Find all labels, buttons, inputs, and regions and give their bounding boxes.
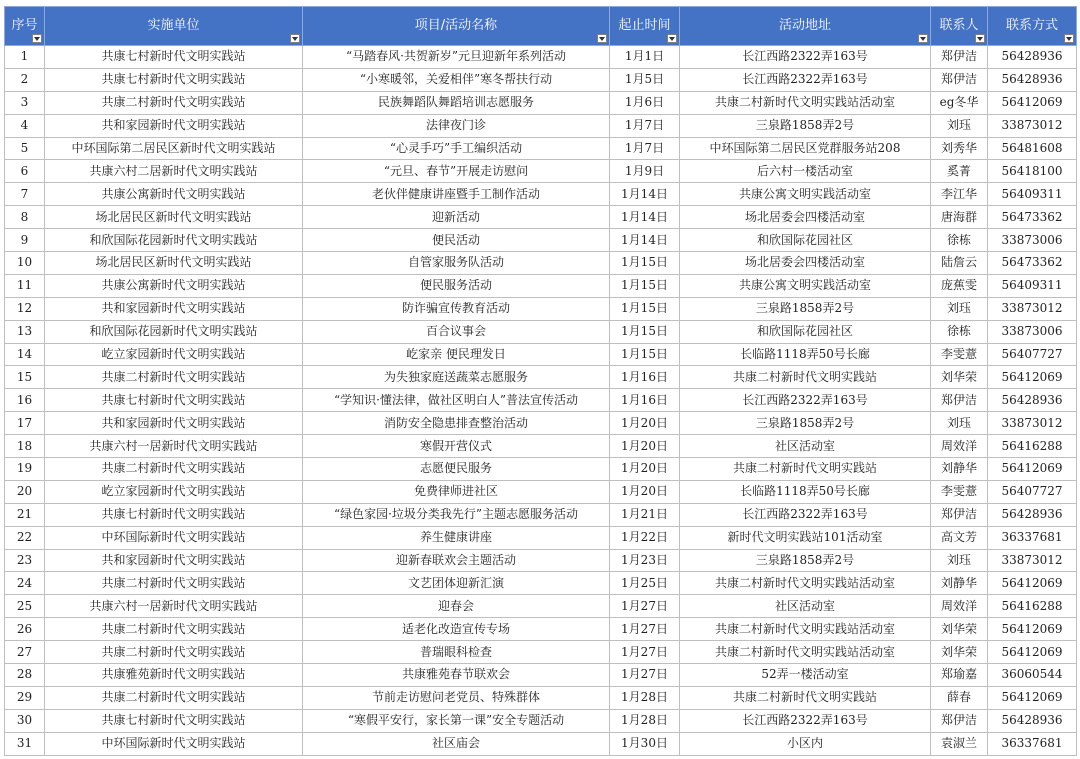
column-header-label: 联系人: [939, 18, 979, 33]
column-header-date: [610, 7, 680, 46]
filter-dropdown-icon[interactable]: [1064, 34, 1074, 43]
cell-index[interactable]: 5: [5, 137, 45, 160]
cell-contact[interactable]: 李雯薏: [931, 343, 988, 366]
cell-unit[interactable]: 共和家园新时代文明实践站: [45, 114, 303, 137]
cell-address[interactable]: 和欣国际花园社区: [680, 320, 931, 343]
cell-index[interactable]: 9: [5, 229, 45, 252]
cell-activity[interactable]: 迎春会: [303, 595, 610, 618]
table-row: [5, 549, 1077, 572]
cell-date[interactable]: 1月9日: [610, 160, 680, 183]
cell-index[interactable]: 1: [5, 46, 45, 69]
cell-date[interactable]: 1月15日: [610, 343, 680, 366]
cell-activity[interactable]: 迎新活动: [303, 206, 610, 229]
cell-activity[interactable]: 便民活动: [303, 229, 610, 252]
cell-date[interactable]: 1月15日: [610, 297, 680, 320]
cell-contact[interactable]: 陆詹云: [931, 252, 988, 275]
cell-address[interactable]: 场北居委会四楼活动室: [680, 206, 931, 229]
cell-unit[interactable]: 场北居民区新时代文明实践站: [45, 252, 303, 275]
cell-index[interactable]: 6: [5, 160, 45, 183]
cell-unit[interactable]: 中环国际新时代文明实践站: [45, 732, 303, 755]
cell-activity[interactable]: “心灵手巧”手工编织活动: [303, 137, 610, 160]
cell-date[interactable]: 1月27日: [610, 595, 680, 618]
cell-phone[interactable]: 56409311: [988, 183, 1077, 206]
cell-contact[interactable]: 郑伊洁: [931, 389, 988, 412]
cell-phone[interactable]: 56412069: [988, 686, 1077, 709]
cell-contact[interactable]: 庞蕉雯: [931, 274, 988, 297]
column-header-label: 活动地址: [778, 18, 831, 33]
cell-address[interactable]: 共康二村新时代文明实践站: [680, 686, 931, 709]
cell-phone[interactable]: 56412069: [988, 641, 1077, 664]
cell-phone[interactable]: 56428936: [988, 503, 1077, 526]
cell-contact[interactable]: 唐海群: [931, 206, 988, 229]
cell-phone[interactable]: 56412069: [988, 91, 1077, 114]
cell-activity[interactable]: “学知识·懂法律，做社区明白人”普法宣传活动: [303, 389, 610, 412]
cell-activity[interactable]: 寒假开营仪式: [303, 435, 610, 458]
activity-table: [4, 6, 1077, 756]
cell-phone[interactable]: 56412069: [988, 572, 1077, 595]
cell-activity[interactable]: 屹家亲 便民理发日: [303, 343, 610, 366]
cell-contact[interactable]: 刘珏: [931, 114, 988, 137]
cell-address[interactable]: 和欣国际花园社区: [680, 229, 931, 252]
cell-unit[interactable]: 共康二村新时代文明实践站: [45, 458, 303, 481]
cell-phone[interactable]: 56481608: [988, 137, 1077, 160]
cell-unit[interactable]: 共康六村一居新时代文明实践站: [45, 435, 303, 458]
cell-address[interactable]: 长临路1118弄50号长廊: [680, 480, 931, 503]
cell-index[interactable]: 20: [5, 480, 45, 503]
cell-activity[interactable]: 社区庙会: [303, 732, 610, 755]
cell-address[interactable]: 长江西路2322弄163号: [680, 503, 931, 526]
cell-phone[interactable]: 56409311: [988, 274, 1077, 297]
cell-contact[interactable]: 徐栋: [931, 229, 988, 252]
cell-index[interactable]: 25: [5, 595, 45, 618]
cell-index[interactable]: 24: [5, 572, 45, 595]
table-row: [5, 46, 1077, 69]
cell-activity[interactable]: 防诈骗宣传教育活动: [303, 297, 610, 320]
cell-index[interactable]: 31: [5, 732, 45, 755]
cell-date[interactable]: 1月20日: [610, 480, 680, 503]
cell-phone[interactable]: 33873006: [988, 320, 1077, 343]
table-row: [5, 641, 1077, 664]
cell-phone[interactable]: 56428936: [988, 709, 1077, 732]
cell-address[interactable]: 共康公寓文明实践活动室: [680, 183, 931, 206]
cell-index[interactable]: 28: [5, 664, 45, 687]
cell-phone[interactable]: 33873012: [988, 114, 1077, 137]
table-row: [5, 686, 1077, 709]
cell-address[interactable]: 社区活动室: [680, 435, 931, 458]
cell-date[interactable]: 1月28日: [610, 709, 680, 732]
cell-activity[interactable]: “绿色家园·垃圾分类我先行”主题志愿服务活动: [303, 503, 610, 526]
cell-activity[interactable]: “小寒暖邻，关爱相伴”寒冬帮扶行动: [303, 68, 610, 91]
table-row: [5, 595, 1077, 618]
cell-unit[interactable]: 共康二村新时代文明实践站: [45, 641, 303, 664]
cell-unit[interactable]: 共和家园新时代文明实践站: [45, 549, 303, 572]
cell-contact[interactable]: 郑伊洁: [931, 503, 988, 526]
filter-dropdown-icon[interactable]: [918, 34, 928, 43]
cell-activity[interactable]: 百合议事会: [303, 320, 610, 343]
cell-contact[interactable]: 薛春: [931, 686, 988, 709]
cell-index[interactable]: 27: [5, 641, 45, 664]
cell-phone[interactable]: 56407727: [988, 343, 1077, 366]
table-row: [5, 206, 1077, 229]
cell-phone[interactable]: 56473362: [988, 252, 1077, 275]
table-row: [5, 366, 1077, 389]
cell-address[interactable]: 三泉路1858弄2号: [680, 412, 931, 435]
cell-index[interactable]: 22: [5, 526, 45, 549]
cell-date[interactable]: 1月1日: [610, 46, 680, 69]
cell-activity[interactable]: “寒假平安行，家长第一课”安全专题活动: [303, 709, 610, 732]
cell-contact[interactable]: 刘静华: [931, 572, 988, 595]
cell-unit[interactable]: 共康二村新时代文明实践站: [45, 686, 303, 709]
cell-phone[interactable]: 56416288: [988, 595, 1077, 618]
cell-index[interactable]: 7: [5, 183, 45, 206]
table-row: [5, 160, 1077, 183]
cell-contact[interactable]: 刘华荣: [931, 641, 988, 664]
table-row: [5, 229, 1077, 252]
cell-address[interactable]: 共康二村新时代文明实践站活动室: [680, 91, 931, 114]
cell-contact[interactable]: 郑伊洁: [931, 68, 988, 91]
cell-index[interactable]: 19: [5, 458, 45, 481]
cell-activity[interactable]: 志愿便民服务: [303, 458, 610, 481]
cell-unit[interactable]: 共康七村新时代文明实践站: [45, 389, 303, 412]
column-header-index: [5, 7, 45, 46]
column-header-phone: [988, 7, 1077, 46]
cell-activity[interactable]: 适老化改造宣传专场: [303, 618, 610, 641]
cell-date[interactable]: 1月20日: [610, 435, 680, 458]
cell-date[interactable]: 1月22日: [610, 526, 680, 549]
table-row: [5, 252, 1077, 275]
cell-phone[interactable]: 56412069: [988, 366, 1077, 389]
cell-date[interactable]: 1月25日: [610, 572, 680, 595]
column-header-label: 联系方式: [1005, 18, 1058, 33]
cell-activity[interactable]: “马踏春风·共贺新岁”元旦迎新年系列活动: [303, 46, 610, 69]
cell-unit[interactable]: 屹立家园新时代文明实践站: [45, 480, 303, 503]
filter-dropdown-icon[interactable]: [32, 34, 42, 43]
cell-contact[interactable]: 郑伊洁: [931, 46, 988, 69]
cell-phone[interactable]: 56416288: [988, 435, 1077, 458]
cell-activity[interactable]: 法律夜门诊: [303, 114, 610, 137]
table-row: [5, 709, 1077, 732]
table-row: [5, 503, 1077, 526]
cell-activity[interactable]: 民族舞蹈队舞蹈培训志愿服务: [303, 91, 610, 114]
cell-unit[interactable]: 共康七村新时代文明实践站: [45, 46, 303, 69]
table-row: [5, 435, 1077, 458]
cell-unit[interactable]: 共和家园新时代文明实践站: [45, 412, 303, 435]
cell-unit[interactable]: 共康二村新时代文明实践站: [45, 91, 303, 114]
cell-address[interactable]: 中环国际第二居民区党群服务站208: [680, 137, 931, 160]
cell-date[interactable]: 1月16日: [610, 389, 680, 412]
cell-unit[interactable]: 和欣国际花园新时代文明实践站: [45, 229, 303, 252]
cell-index[interactable]: 11: [5, 274, 45, 297]
table-row: [5, 618, 1077, 641]
cell-address[interactable]: 长江西路2322弄163号: [680, 46, 931, 69]
cell-phone[interactable]: 36060544: [988, 664, 1077, 687]
cell-date[interactable]: 1月16日: [610, 366, 680, 389]
cell-index[interactable]: 15: [5, 366, 45, 389]
filter-dropdown-icon[interactable]: [667, 34, 677, 43]
cell-date[interactable]: 1月7日: [610, 114, 680, 137]
cell-contact[interactable]: 刘珏: [931, 549, 988, 572]
cell-date[interactable]: 1月6日: [610, 91, 680, 114]
cell-index[interactable]: 16: [5, 389, 45, 412]
cell-phone[interactable]: 56473362: [988, 206, 1077, 229]
cell-activity[interactable]: 文艺团体迎新汇演: [303, 572, 610, 595]
cell-contact[interactable]: 刘华荣: [931, 618, 988, 641]
cell-address[interactable]: 共康二村新时代文明实践站: [680, 458, 931, 481]
cell-contact[interactable]: 高文芳: [931, 526, 988, 549]
cell-index[interactable]: 3: [5, 91, 45, 114]
cell-address[interactable]: 共康公寓文明实践活动室: [680, 274, 931, 297]
table-row: [5, 389, 1077, 412]
cell-address[interactable]: 社区活动室: [680, 595, 931, 618]
cell-contact[interactable]: 周效洋: [931, 595, 988, 618]
cell-contact[interactable]: 李江华: [931, 183, 988, 206]
table-row: [5, 664, 1077, 687]
cell-contact[interactable]: 郑瑜嘉: [931, 664, 988, 687]
filter-dropdown-icon[interactable]: [975, 34, 985, 43]
cell-unit[interactable]: 中环国际第二居民区新时代文明实践站: [45, 137, 303, 160]
cell-unit[interactable]: 共康六村一居新时代文明实践站: [45, 595, 303, 618]
cell-phone[interactable]: 56428936: [988, 46, 1077, 69]
cell-phone[interactable]: 33873012: [988, 549, 1077, 572]
cell-unit[interactable]: 共康七村新时代文明实践站: [45, 709, 303, 732]
spreadsheet: [4, 6, 1076, 756]
cell-address[interactable]: 长江西路2322弄163号: [680, 709, 931, 732]
cell-unit[interactable]: 共康雅苑新时代文明实践站: [45, 664, 303, 687]
cell-index[interactable]: 30: [5, 709, 45, 732]
cell-phone[interactable]: 56407727: [988, 480, 1077, 503]
cell-contact[interactable]: 刘珏: [931, 412, 988, 435]
cell-unit[interactable]: 共康公寓新时代文明实践站: [45, 274, 303, 297]
cell-date[interactable]: 1月5日: [610, 68, 680, 91]
cell-address[interactable]: 三泉路1858弄2号: [680, 549, 931, 572]
cell-address[interactable]: 共康二村新时代文明实践站活动室: [680, 572, 931, 595]
cell-address[interactable]: 共康二村新时代文明实践站: [680, 366, 931, 389]
cell-address[interactable]: 52弄一楼活动室: [680, 664, 931, 687]
cell-contact[interactable]: 奚菁: [931, 160, 988, 183]
cell-unit[interactable]: 共康七村新时代文明实践站: [45, 503, 303, 526]
cell-unit[interactable]: 共康七村新时代文明实践站: [45, 68, 303, 91]
cell-phone[interactable]: 56428936: [988, 389, 1077, 412]
cell-unit[interactable]: 和欣国际花园新时代文明实践站: [45, 320, 303, 343]
cell-contact[interactable]: eg冬华: [931, 91, 988, 114]
cell-activity[interactable]: 便民服务活动: [303, 274, 610, 297]
cell-unit[interactable]: 屹立家园新时代文明实践站: [45, 343, 303, 366]
cell-index[interactable]: 8: [5, 206, 45, 229]
cell-index[interactable]: 12: [5, 297, 45, 320]
cell-activity[interactable]: 普瑞眼科检查: [303, 641, 610, 664]
cell-address[interactable]: 小区内: [680, 732, 931, 755]
table-row: [5, 526, 1077, 549]
cell-activity[interactable]: 节前走访慰问老党员、特殊群体: [303, 686, 610, 709]
cell-date[interactable]: 1月14日: [610, 229, 680, 252]
cell-address[interactable]: 长江西路2322弄163号: [680, 389, 931, 412]
column-header-contact: [931, 7, 988, 46]
cell-date[interactable]: 1月15日: [610, 252, 680, 275]
table-row: [5, 343, 1077, 366]
cell-activity[interactable]: 老伙伴健康讲座暨手工制作活动: [303, 183, 610, 206]
cell-date[interactable]: 1月27日: [610, 618, 680, 641]
cell-date[interactable]: 1月27日: [610, 664, 680, 687]
cell-address[interactable]: 场北居委会四楼活动室: [680, 252, 931, 275]
column-header-unit: [45, 7, 303, 46]
cell-index[interactable]: 18: [5, 435, 45, 458]
table-row: [5, 480, 1077, 503]
cell-contact[interactable]: 周效洋: [931, 435, 988, 458]
cell-date[interactable]: 1月27日: [610, 641, 680, 664]
cell-index[interactable]: 17: [5, 412, 45, 435]
cell-phone[interactable]: 36337681: [988, 732, 1077, 755]
cell-contact[interactable]: 刘静华: [931, 458, 988, 481]
cell-unit[interactable]: 共康二村新时代文明实践站: [45, 366, 303, 389]
table-row: [5, 114, 1077, 137]
cell-phone[interactable]: 56418100: [988, 160, 1077, 183]
table-row: [5, 572, 1077, 595]
cell-date[interactable]: 1月23日: [610, 549, 680, 572]
table-row: [5, 732, 1077, 755]
cell-activity[interactable]: 免费律师进社区: [303, 480, 610, 503]
table-row: [5, 320, 1077, 343]
table-row: [5, 458, 1077, 481]
cell-contact[interactable]: 郑伊洁: [931, 709, 988, 732]
column-header-label: 序号: [11, 18, 38, 33]
cell-date[interactable]: 1月21日: [610, 503, 680, 526]
cell-date[interactable]: 1月14日: [610, 206, 680, 229]
cell-unit[interactable]: 共康二村新时代文明实践站: [45, 618, 303, 641]
table-row: [5, 297, 1077, 320]
cell-phone[interactable]: 33873012: [988, 297, 1077, 320]
cell-phone[interactable]: 56412069: [988, 618, 1077, 641]
filter-dropdown-icon[interactable]: [597, 34, 607, 43]
cell-activity[interactable]: “元旦、春节”开展走访慰问: [303, 160, 610, 183]
cell-contact[interactable]: 徐栋: [931, 320, 988, 343]
cell-index[interactable]: 10: [5, 252, 45, 275]
cell-unit[interactable]: 中环国际新时代文明实践站: [45, 526, 303, 549]
cell-index[interactable]: 4: [5, 114, 45, 137]
table-row: [5, 91, 1077, 114]
cell-index[interactable]: 14: [5, 343, 45, 366]
cell-contact[interactable]: 刘秀华: [931, 137, 988, 160]
cell-address[interactable]: 三泉路1858弄2号: [680, 297, 931, 320]
cell-contact[interactable]: 袁淑兰: [931, 732, 988, 755]
cell-address[interactable]: 后六村一楼活动室: [680, 160, 931, 183]
cell-phone[interactable]: 56412069: [988, 458, 1077, 481]
cell-index[interactable]: 26: [5, 618, 45, 641]
cell-date[interactable]: 1月30日: [610, 732, 680, 755]
cell-activity[interactable]: 养生健康讲座: [303, 526, 610, 549]
cell-address[interactable]: 长江西路2322弄163号: [680, 68, 931, 91]
table-row: [5, 183, 1077, 206]
cell-address[interactable]: 共康二村新时代文明实践站活动室: [680, 618, 931, 641]
cell-date[interactable]: 1月20日: [610, 412, 680, 435]
cell-address[interactable]: 三泉路1858弄2号: [680, 114, 931, 137]
column-header-address: [680, 7, 931, 46]
cell-date[interactable]: 1月15日: [610, 274, 680, 297]
cell-activity[interactable]: 消防安全隐患排查整治活动: [303, 412, 610, 435]
cell-address[interactable]: 共康二村新时代文明实践站活动室: [680, 641, 931, 664]
cell-unit[interactable]: 共康二村新时代文明实践站: [45, 572, 303, 595]
table-row: [5, 274, 1077, 297]
table-row: [5, 68, 1077, 91]
cell-phone[interactable]: 33873012: [988, 412, 1077, 435]
cell-unit[interactable]: 共康公寓新时代文明实践站: [45, 183, 303, 206]
cell-index[interactable]: 2: [5, 68, 45, 91]
cell-date[interactable]: 1月15日: [610, 320, 680, 343]
cell-activity[interactable]: 为失独家庭送蔬菜志愿服务: [303, 366, 610, 389]
cell-index[interactable]: 23: [5, 549, 45, 572]
cell-index[interactable]: 29: [5, 686, 45, 709]
cell-date[interactable]: 1月14日: [610, 183, 680, 206]
cell-activity[interactable]: 共康雅苑春节联欢会: [303, 664, 610, 687]
cell-date[interactable]: 1月7日: [610, 137, 680, 160]
filter-dropdown-icon[interactable]: [290, 34, 300, 43]
cell-date[interactable]: 1月20日: [610, 458, 680, 481]
cell-unit[interactable]: 场北居民区新时代文明实践站: [45, 206, 303, 229]
cell-phone[interactable]: 56428936: [988, 68, 1077, 91]
cell-address[interactable]: 新时代文明实践站101活动室: [680, 526, 931, 549]
cell-date[interactable]: 1月28日: [610, 686, 680, 709]
table-row: [5, 412, 1077, 435]
cell-activity[interactable]: 自管家服务队活动: [303, 252, 610, 275]
column-header-activity: [303, 7, 610, 46]
column-header-label: 起止时间: [618, 18, 671, 33]
cell-index[interactable]: 13: [5, 320, 45, 343]
column-header-label: 项目/活动名称: [414, 18, 498, 33]
cell-address[interactable]: 长临路1118弄50号长廊: [680, 343, 931, 366]
cell-contact[interactable]: 刘华荣: [931, 366, 988, 389]
table-body: [5, 46, 1077, 756]
cell-activity[interactable]: 迎新春联欢会主题活动: [303, 549, 610, 572]
column-header-label: 实施单位: [147, 18, 200, 33]
cell-unit[interactable]: 共和家园新时代文明实践站: [45, 297, 303, 320]
cell-phone[interactable]: 33873006: [988, 229, 1077, 252]
cell-contact[interactable]: 李雯薏: [931, 480, 988, 503]
header-row: [5, 7, 1077, 46]
cell-index[interactable]: 21: [5, 503, 45, 526]
cell-contact[interactable]: 刘珏: [931, 297, 988, 320]
table-row: [5, 137, 1077, 160]
cell-phone[interactable]: 36337681: [988, 526, 1077, 549]
cell-unit[interactable]: 共康六村二居新时代文明实践站: [45, 160, 303, 183]
